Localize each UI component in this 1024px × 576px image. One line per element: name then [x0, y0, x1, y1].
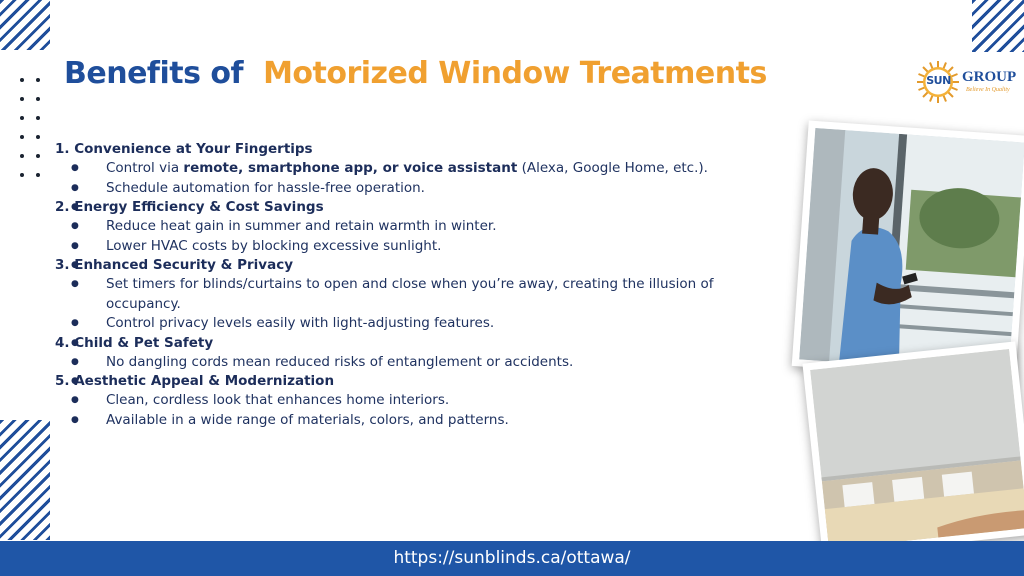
title-part-1: Benefits of: [64, 56, 244, 91]
section-heading: 3. Enhanced Security & Privacy: [55, 257, 294, 273]
benefits-list: [55, 140, 775, 430]
list-item: ● Clean, cordless look that enhances home interiors.: [55, 391, 775, 411]
list-item: ● Control privacy levels easily with light-adjusting features.: [55, 314, 775, 334]
section-energy: [55, 198, 775, 256]
section-aesthetic: [55, 372, 775, 430]
window-scene-illustration: [799, 128, 1024, 374]
logo-tagline: Believe In Quality: [966, 87, 1010, 93]
photo-man-with-phone: [792, 120, 1024, 381]
logo-sun-text: SUN: [926, 74, 951, 87]
list-item: ● Lower HVAC costs by blocking excessive sunlight.: [55, 237, 775, 257]
footer-url-link[interactable]: https://sunblinds.ca/ottawa/: [393, 548, 631, 568]
roller-blind-illustration: [810, 349, 1024, 549]
list-item: ● Set timers for blinds/curtains to open and close when you’re away, creating the illusion of occupancy.: [55, 275, 775, 314]
list-item: ● Control via remote, smartphone app, or voice assistant (Alexa, Google Home, etc.).: [55, 159, 775, 179]
section-heading: 4. Child & Pet Safety: [55, 334, 214, 351]
page-title: [64, 56, 767, 108]
section-heading: 2. Energy Efficiency & Cost Savings: [55, 199, 324, 215]
section-heading: 1. Convenience at Your Fingertips: [55, 141, 313, 157]
hatch-pattern-bottom-left: [0, 420, 50, 540]
section-safety: [55, 334, 775, 373]
list-item: ● Schedule automation for hassle-free operation.: [55, 179, 775, 199]
sun-group-logo: [916, 60, 1022, 106]
section-convenience: [55, 140, 775, 198]
photo-roller-blinds: [802, 341, 1024, 556]
hatch-pattern-top-right: [972, 0, 1024, 52]
list-item: ● No dangling cords mean reduced risks of entanglement or accidents.: [55, 353, 775, 373]
list-item: ● Available in a wide range of materials, colors, and patterns.: [55, 411, 775, 431]
hatch-pattern-top-left: [0, 0, 50, 50]
section-heading: 5. Aesthetic Appeal & Modernization: [55, 373, 335, 389]
list-item: ● Reduce heat gain in summer and retain warmth in winter.: [55, 217, 775, 237]
title-part-2: Motorized Window Treatments: [263, 56, 767, 91]
logo-group-text: GROUP: [962, 69, 1017, 85]
footer-bar: [0, 541, 1024, 576]
section-security: [55, 256, 775, 334]
